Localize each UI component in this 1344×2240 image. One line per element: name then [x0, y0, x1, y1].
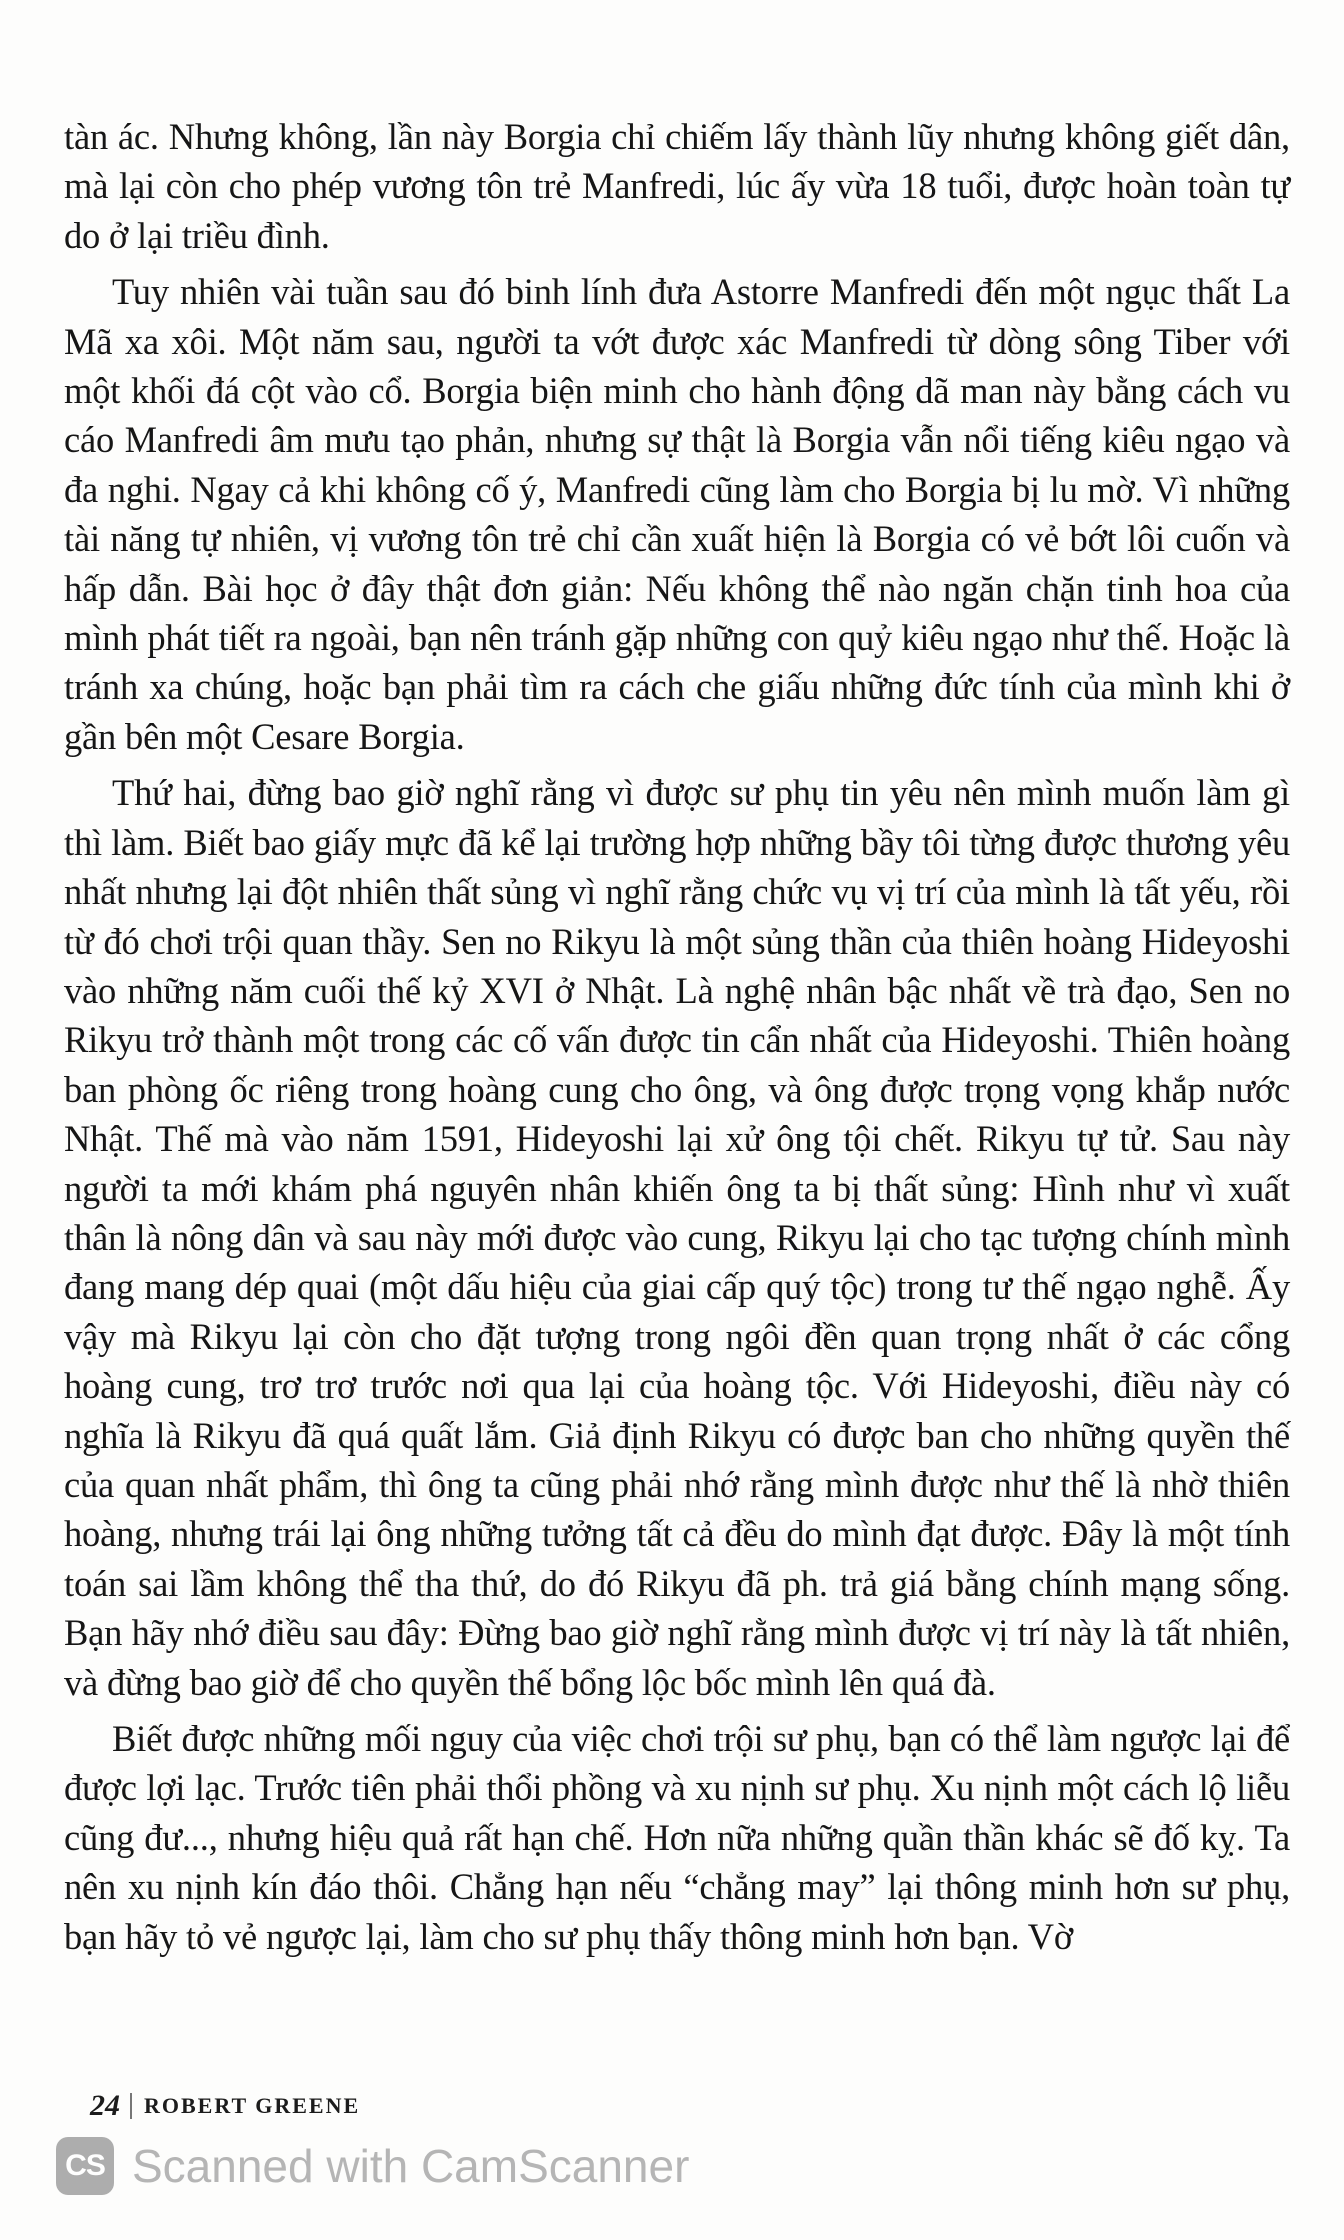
camscanner-watermark — [56, 2134, 689, 2198]
paragraph-4: Biết được những mối nguy của việc chơi trội sư phụ, bạn có thể làm ngược lại để được lợi lạc. Trước tiên phải thổi phồng và xu nịnh sư phụ. Xu nịnh một cách lộ liễu cũng đư..., nhưng hiệu quả rất hạn chế. Hơn nữa những quần thần khác sẽ đố kỵ. Ta nên xu nịnh kín đáo thôi. Chẳng hạn nếu “chẳng may” lại thông minh hơn sư phụ, bạn hãy tỏ vẻ ngược lại, làm cho sư phụ thấy thông minh hơn bạn. Vờ — [64, 1718, 1290, 1957]
paragraph-2: Tuy nhiên vài tuần sau đó binh lính đưa Astorre Manfredi đến một ngục thất La Mã xa xôi. Một năm sau, người ta vớt được xác Manfredi từ dòng sông Tiber với một khối đá cột vào cổ. Borgia biện minh cho hành động dã man này bằng cách vu cáo Manfredi âm mưu tạo phản, nhưng sự thật là Borgia vẫn nổi tiếng kiêu ngạo và đa nghi. Ngay cả khi không cố ý, Manfredi cũng làm cho Borgia bị lu mờ. Vì những tài năng tự nhiên, vị vương tôn trẻ chỉ cần xuất hiện là Borgia có vẻ bớt lôi cuốn và hấp dẫn. Bài học ở đây thật đơn giản: Nếu không thể nào ngăn chặn tinh hoa của mình phát tiết ra ngoài, bạn nên tránh gặp những con quỷ kiêu ngạo như thế. Hoặc là tránh xa chúng, hoặc bạn phải tìm ra cách che giấu những đức tính của mình khi ở gần bên một Cesare Borgia. — [64, 271, 1290, 757]
footer-divider — [130, 2093, 132, 2119]
page-number: 24 — [90, 2089, 120, 2122]
body-text — [64, 112, 1290, 1968]
camscanner-logo-icon: CS — [56, 2137, 114, 2195]
watermark-text: Scanned with CamScanner — [132, 2140, 690, 2192]
running-title: ROBERT GREENE — [144, 2093, 361, 2118]
page-footer — [90, 2086, 360, 2126]
paragraph-3: Thứ hai, đừng bao giờ nghĩ rằng vì được sư phụ tin yêu nên mình muốn làm gì thì làm. Biết bao giấy mực đã kể lại trường hợp những bầy tôi từng được thương yêu nhất nhưng lại đột nhiên thất sủng vì nghĩ rằng chức vụ vị trí của mình là tất yếu, rồi từ đó chơi trội quan thầy. Sen no Rikyu là một sủng thần của thiên hoàng Hideyoshi vào những năm cuối thế kỷ XVI ở Nhật. Là nghệ nhân bậc nhất về trà đạo, Sen no Rikyu trở thành một trong các cố vấn được tin cẩn nhất của Hideyoshi. Thiên hoàng ban phòng ốc riêng trong hoàng cung cho ông, và ông được trọng vọng khắp nước Nhật. Thế mà vào năm 1591, Hideyoshi lại xử ông tội chết. Rikyu tự tử. Sau này người ta mới khám phá nguyên nhân khiến ông ta bị thất sủng: Hình như vì xuất thân là nông dân và sau này mới được vào cung, Rikyu lại cho tạc tượng chính mình đang mang dép quai (một dấu hiệu của giai cấp quý tộc) trong tư thế ngạo nghễ. Ấy vậy mà Rikyu lại còn cho đặt tượng trong ngôi đền quan trọng nhất ở các cổng hoàng cung, trơ trơ trước nơi qua lại của hoàng tộc. Với Hideyoshi, điều này có nghĩa là Rikyu đã quá quất lắm. Giả định Rikyu có được ban cho những quyền thế của quan nhất phẩm, thì ông ta cũng phải nhớ rằng mình được như thế là nhờ thiên hoàng, nhưng trái lại ông những tưởng tất cả đều do mình đạt được. Đây là một tính toán sai lầm không thể tha thứ, do đó Rikyu đã ph. trả giá bằng chính mạng sống. Bạn hãy nhớ điều sau đây: Đừng bao giờ nghĩ rằng mình được vị trí này là tất nhiên, và đừng bao giờ để cho quyền thế bổng lộc bốc mình lên quá đà. — [64, 772, 1290, 1703]
paragraph-1: tàn ác. Nhưng không, lần này Borgia chỉ chiếm lấy thành lũy nhưng không giết dân, mà lại còn cho phép vương tôn trẻ Manfredi, lúc ấy vừa 18 tuổi, được hoàn toàn tự do ở lại triều đình. — [64, 116, 1290, 256]
